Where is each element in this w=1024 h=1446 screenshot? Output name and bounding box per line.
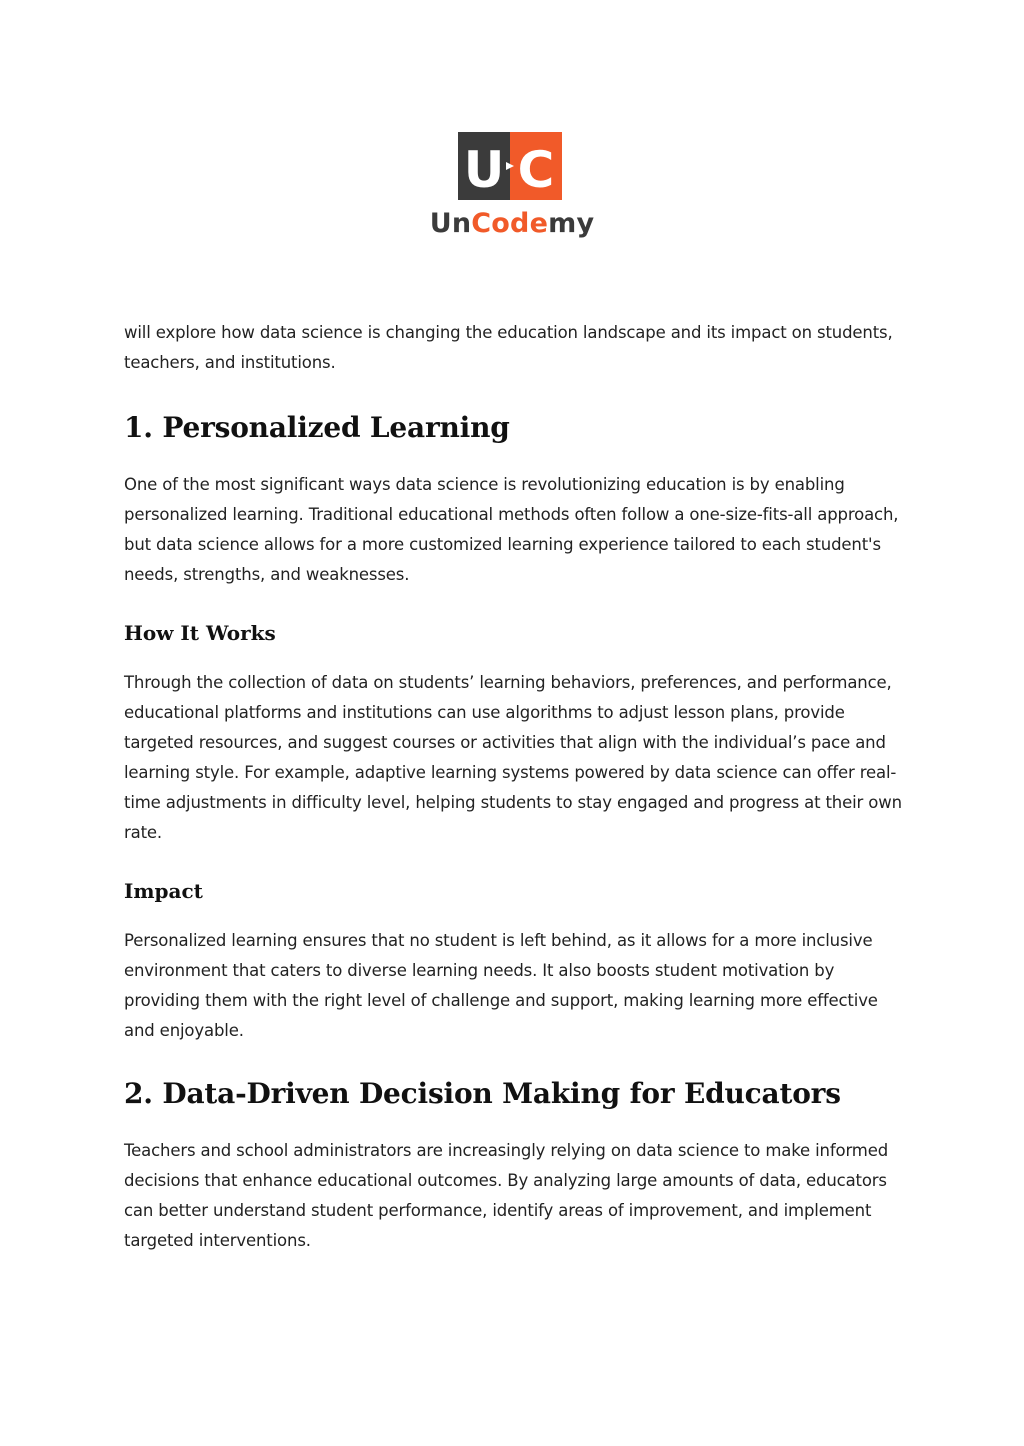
intro-paragraph: will explore how data science is changing the education landscape and its impact on students, teachers, and institutions. — [124, 323, 893, 372]
document-body — [124, 318, 906, 1284]
logo-mark-letter-u: U — [463, 141, 505, 199]
impact-paragraph: Personalized learning ensures that no student is left behind, as it allows for a more inclusive environment that caters to diverse learning needs. It also boosts student motivation by providing them with the right level of challenge and support, making learning more effective and enjoyable. — [124, 931, 878, 1040]
logo-mark-letter-c: C — [517, 141, 555, 199]
section-1-paragraph: One of the most significant ways data science is revolutionizing education is by enabling personalized learning. Traditional educational methods often follow a one-size-fits-all approach, but data science allows for a more customized learning experience tailored to each student's needs, strengths, and weaknesses. — [124, 475, 899, 584]
impact-heading: Impact — [124, 879, 203, 903]
wordmark-part-my: my — [548, 208, 595, 239]
uncodemy-wordmark — [426, 206, 598, 242]
wordmark-part-code: Code — [471, 208, 549, 239]
how-it-works-heading: How It Works — [124, 621, 276, 645]
how-it-works-paragraph: Through the collection of data on students’ learning behaviors, preferences, and performance, educational platforms and institutions can use algorithms to adjust lesson plans, provide targeted resources, and suggest courses or activities that align with the individual’s pace and learning style. For example, adaptive learning systems powered by data science can offer real-time adjustments in difficulty level, helping students to stay engaged and progress at their own rate. — [124, 673, 902, 842]
wordmark-part-un: Un — [429, 208, 472, 239]
section-2-heading: 2. Data-Driven Decision Making for Educators — [124, 1077, 841, 1110]
uncodemy-logo-mark — [458, 132, 564, 202]
section-2-paragraph: Teachers and school administrators are increasingly relying on data science to make informed decisions that enhance educational outcomes. By analyzing large amounts of data, educators can better understand student performance, identify areas of improvement, and implement targeted interventions. — [124, 1141, 889, 1250]
section-1-heading: 1. Personalized Learning — [124, 411, 510, 444]
uncodemy-logo — [426, 132, 598, 244]
